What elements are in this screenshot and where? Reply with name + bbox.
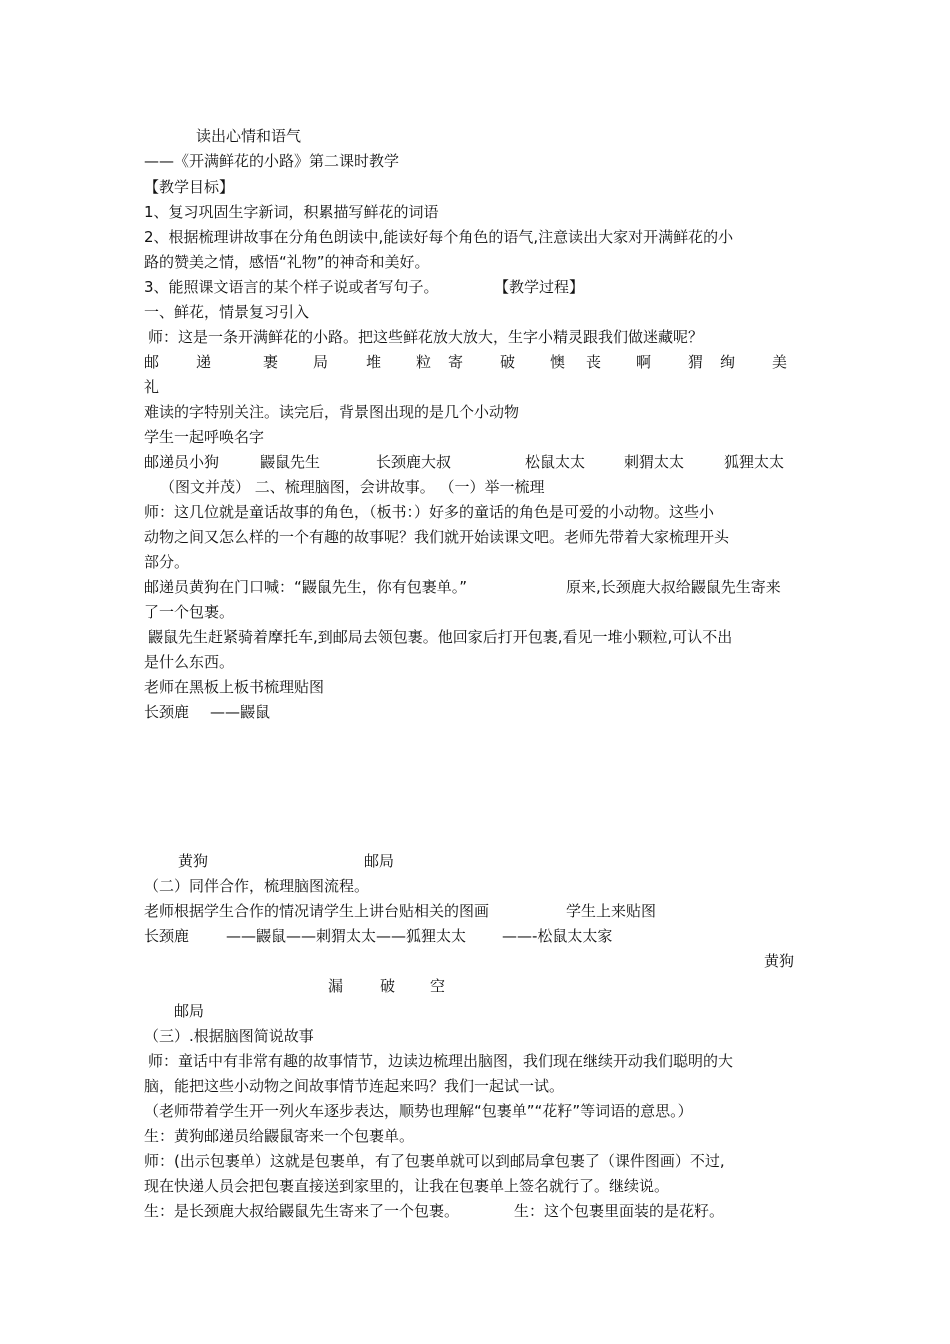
char-item: 啊 bbox=[636, 353, 652, 371]
goal-3: 3、能照课文语言的某个样子说或者写句子。 bbox=[144, 278, 439, 296]
mind-map-1-node: 长颈鹿 bbox=[144, 703, 190, 721]
paragraph: 学生一起呼唤名字 bbox=[144, 428, 265, 446]
char-item: 递 bbox=[196, 353, 212, 371]
char-item: 丧 bbox=[586, 353, 602, 371]
paragraph: 邮递员黄狗在门口喊：“鼹鼠先生，你有包裹单。” bbox=[144, 578, 468, 596]
goal-2-line-2: 路的赞美之情，感悟“礼物”的神奇和美好。 bbox=[144, 253, 430, 271]
paragraph: 生：是长颈鹿大叔给鼹鼠先生寄来了一个包裹。 bbox=[144, 1202, 460, 1220]
mind-map-2-node: ——-松鼠太太家 bbox=[502, 927, 613, 945]
mind-map-2-node: 长颈鹿 bbox=[144, 927, 190, 945]
char-item: 破 bbox=[500, 353, 516, 371]
char-item: 邮 bbox=[144, 353, 160, 371]
teacher-line-1: 师：这是一条开满鲜花的小路。把这些鲜花放大放大，生字小精灵跟我们做迷藏呢？ bbox=[148, 328, 704, 346]
map-word: 破 bbox=[380, 977, 396, 995]
paragraph: 生：黄狗邮递员给鼹鼠寄来一个包裹单。 bbox=[144, 1127, 415, 1145]
paragraph: 原来,长颈鹿大叔给鼹鼠先生寄来 bbox=[566, 578, 781, 596]
paragraph: 师：(出示包裹单）这就是包裹单，有了包裹单就可以到邮局拿包裹了（课件图画）不过, bbox=[144, 1152, 725, 1170]
animal-name: 松鼠太太 bbox=[525, 453, 586, 471]
mind-map-1-node: ——鼹鼠 bbox=[210, 703, 271, 721]
char-item: 局 bbox=[313, 353, 329, 371]
char-item: 猬 bbox=[688, 353, 704, 371]
paragraph: 师：童话中有非常有趣的故事情节，边读边梳理出脑图，我们现在继续开动我们聪明的大 bbox=[148, 1052, 734, 1070]
mind-map-2-node: 邮局 bbox=[174, 1002, 205, 1020]
char-item: 粒 bbox=[416, 353, 432, 371]
character-row bbox=[0, 351, 950, 373]
char-item: 美 bbox=[772, 353, 788, 371]
mind-map-2-node: ——鼹鼠——刺猬太太——狐狸太太 bbox=[226, 927, 467, 945]
process-heading: 【教学过程】 bbox=[494, 278, 585, 296]
section-1-heading: 一、鲜花，情景复习引入 bbox=[144, 303, 310, 321]
paragraph: （老师带着学生开一列火车逐步表达，顺势也理解“包裹单”“花籽”等词语的意思。） bbox=[144, 1102, 693, 1120]
paragraph: 了一个包裹。 bbox=[144, 603, 235, 621]
char-item: 裹 bbox=[263, 353, 279, 371]
mind-map-2-node: 黄狗 bbox=[764, 952, 795, 970]
animal-name: 邮递员小狗 bbox=[144, 453, 220, 471]
paragraph: 脑，能把这些小动物之间故事情节连起来吗？我们一起试一试。 bbox=[144, 1077, 565, 1095]
mind-map-1-node: 邮局 bbox=[364, 852, 395, 870]
map-word: 空 bbox=[430, 977, 446, 995]
paragraph: （图文并茂） 二、梳理脑图，会讲故事。 （一）举一梳理 bbox=[160, 478, 545, 496]
paragraph: （二）同伴合作，梳理脑图流程。 bbox=[144, 877, 370, 895]
animal-row bbox=[0, 451, 950, 473]
paragraph: 生：这个包裹里面装的是花籽。 bbox=[514, 1202, 725, 1220]
section-heading: （三）.根据脑图简说故事 bbox=[144, 1027, 314, 1045]
paragraph: 难读的字特别关注。读完后，背景图出现的是几个小动物 bbox=[144, 403, 520, 421]
paragraph: 师：这几位就是童话故事的角色，（板书：）好多的童话的角色是可爱的小动物。这些小 bbox=[144, 503, 715, 521]
char-item-last: 礼 bbox=[144, 378, 160, 396]
paragraph: 学生上来贴图 bbox=[566, 902, 657, 920]
page-subtitle: ——《开满鲜花的小路》第二课时教学 bbox=[144, 152, 400, 170]
char-item: 懊 bbox=[550, 353, 566, 371]
mind-map-2-words bbox=[0, 975, 950, 997]
paragraph: 鼹鼠先生赶紧骑着摩托车,到邮局去领包裹。他回家后打开包裹,看见一堆小颗粒,可认不出 bbox=[148, 628, 733, 646]
paragraph: 现在快递人员会把包裹直接送到家里的，让我在包裹单上签名就行了。继续说。 bbox=[144, 1177, 670, 1195]
goal-2-line-1: 2、根据梳理讲故事在分角色朗读中,能读好每个角色的语气,注意读出大家对开满鲜花的小 bbox=[144, 228, 734, 246]
map-word: 漏 bbox=[328, 977, 344, 995]
paragraph: 是什么东西。 bbox=[144, 653, 235, 671]
char-item: 寄 bbox=[448, 353, 464, 371]
animal-name: 长颈鹿大叔 bbox=[376, 453, 452, 471]
char-item: 绚 bbox=[720, 353, 736, 371]
paragraph: 老师在黑板上板书梳理贴图 bbox=[144, 678, 325, 696]
goals-heading: 【教学目标】 bbox=[144, 178, 235, 196]
animal-name: 狐狸太太 bbox=[724, 453, 785, 471]
animal-name: 鼹鼠先生 bbox=[260, 453, 321, 471]
char-item: 堆 bbox=[366, 353, 382, 371]
goal-1: 1、复习巩固生字新词，积累描写鲜花的词语 bbox=[144, 203, 439, 221]
paragraph: 动物之间又怎么样的一个有趣的故事呢？我们就开始读课文吧。老师先带着大家梳理开头 bbox=[144, 528, 730, 546]
animal-name: 刺猬太太 bbox=[624, 453, 685, 471]
paragraph: 部分。 bbox=[144, 553, 190, 571]
mind-map-1-node: 黄狗 bbox=[178, 852, 209, 870]
page-title: 读出心情和语气 bbox=[196, 127, 302, 145]
paragraph: 老师根据学生合作的情况请学生上讲台贴相关的图画 bbox=[144, 902, 490, 920]
